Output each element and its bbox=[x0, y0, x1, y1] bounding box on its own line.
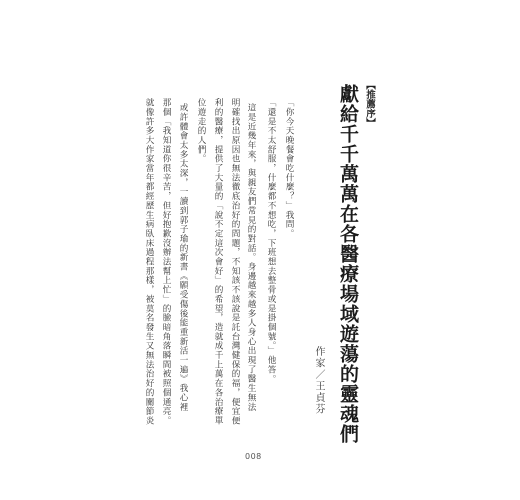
body-line: 或許體會太多太深，一讀到郭子瑜的新書《願受傷後能重新活一遍》我心裡 bbox=[178, 103, 188, 412]
body-line: 就像許多大作家當年都經歷生病臥床過程那樣，被莫名發生又無法治好的關節炎 bbox=[144, 98, 154, 426]
page-title: 獻給千千萬萬在各醫療場域遊蕩的靈魂們 bbox=[337, 84, 359, 444]
author-byline: 作家／王貞芬 bbox=[313, 346, 324, 415]
body-line: 利的醫療，提供了大量的「說不定這次會好」的希望，造就成千上萬在各治療單 bbox=[213, 98, 223, 426]
section-label: 【推薦序】 bbox=[364, 80, 375, 128]
body-line: 明確找出原因也無法徹底治好的問題，不知該不該說是託台灣健保的福，便宜便 bbox=[230, 98, 240, 426]
body-line: 那個「我知道你很辛苦，但好抱歉沒辦法幫上忙」的臉暗角落瞬間被照個通亮。 bbox=[161, 98, 171, 426]
body-line: 「還是不太舒服，什麼都不想吃，下班想去整骨或是掛個號。」他答。 bbox=[266, 98, 276, 384]
page-number: 008 bbox=[245, 452, 262, 461]
body-line: 「你今天晚餐會吃什麼？」我問。 bbox=[284, 98, 294, 239]
body-line: 位遊走的人們。 bbox=[196, 98, 206, 164]
body-line: 這是近幾年來，與親友們常見的對話。身邊越來越多人身心出現了醫生無法 bbox=[246, 103, 256, 412]
